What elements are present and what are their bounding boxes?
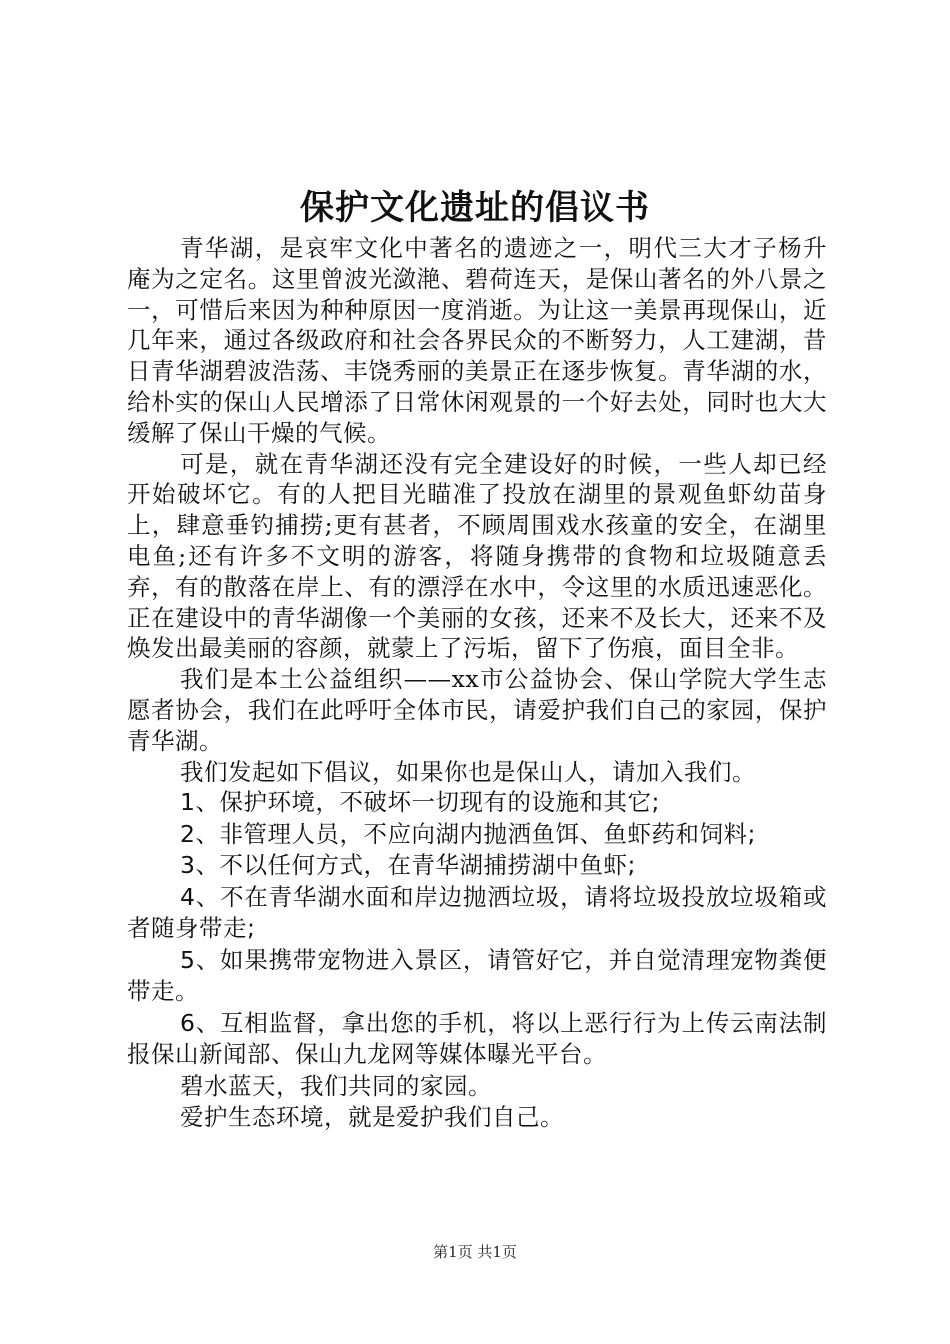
closing-line: 碧水蓝天，我们共同的家园。 xyxy=(180,1071,492,1100)
paragraph: 我们是本土公益组织——xx市公益协会、保山学院大学生志愿者协会，我们在此呼吁全体市民，请爱护我们自己的家园，保护青华湖。 xyxy=(127,665,827,755)
proposal-item: 1、保护环境，不破坏一切现有的设施和其它; xyxy=(180,788,660,817)
proposal-item: 6、互相监督，拿出您的手机，将以上恶行行为上传云南法制报保山新闻部、保山九龙网等媒体曝光平台。 xyxy=(127,1008,827,1069)
paragraph: 我们发起如下倡议，如果你也是保山人，请加入我们。 xyxy=(180,757,756,786)
proposal-item: 3、不以任何方式，在青华湖捕捞湖中鱼虾; xyxy=(180,851,636,880)
proposal-item: 2、非管理人员，不应向湖内抛洒鱼饵、鱼虾药和饲料; xyxy=(180,819,756,848)
paragraph: 青华湖，是哀牢文化中著名的遗迹之一，明代三大才子杨升庵为之定名。这里曾波光潋滟、碧荷连天，是保山著名的外八景之一，可惜后来因为种种原因一度消逝。为让这一美景再现保山，近几年来，通过各级政府和社会各界民众的不断努力，人工建湖，昔日青华湖碧波浩荡、丰饶秀丽的美景正在逐步恢复。青华湖的水，给朴实的保山人民增添了日常休闲观景的一个好去处，同时也大大缓解了保山干燥的气候。 xyxy=(127,234,827,447)
proposal-item: 4、不在青华湖水面和岸边抛洒垃圾，请将垃圾投放垃圾箱或者随身带走; xyxy=(127,882,827,943)
page-number-footer: 第1页 共1页 xyxy=(433,1243,517,1261)
document-title: 保护文化遗址的倡议书 xyxy=(300,188,650,228)
document-body xyxy=(127,233,827,1132)
paragraph: 可是，就在青华湖还没有完全建设好的时候，一些人却已经开始破坏它。有的人把目光瞄准了投放在湖里的景观鱼虾幼苗身上，肆意垂钓捕捞;更有甚者，不顾周围戏水孩童的安全，在湖里电鱼;还有许多不文明的游客，将随身携带的食物和垃圾随意丢弃，有的散落在岸上、有的漂浮在水中，令这里的水质迅速恶化。正在建设中的青华湖像一个美丽的女孩，还来不及长大，还来不及焕发出最美丽的容颜，就蒙上了污垢，留下了伤痕，面目全非。 xyxy=(127,449,827,663)
proposal-item: 5、如果携带宠物进入景区，请管好它，并自觉清理宠物粪便带走。 xyxy=(127,945,827,1006)
closing-line: 爱护生态环境，就是爱护我们自己。 xyxy=(180,1102,564,1131)
